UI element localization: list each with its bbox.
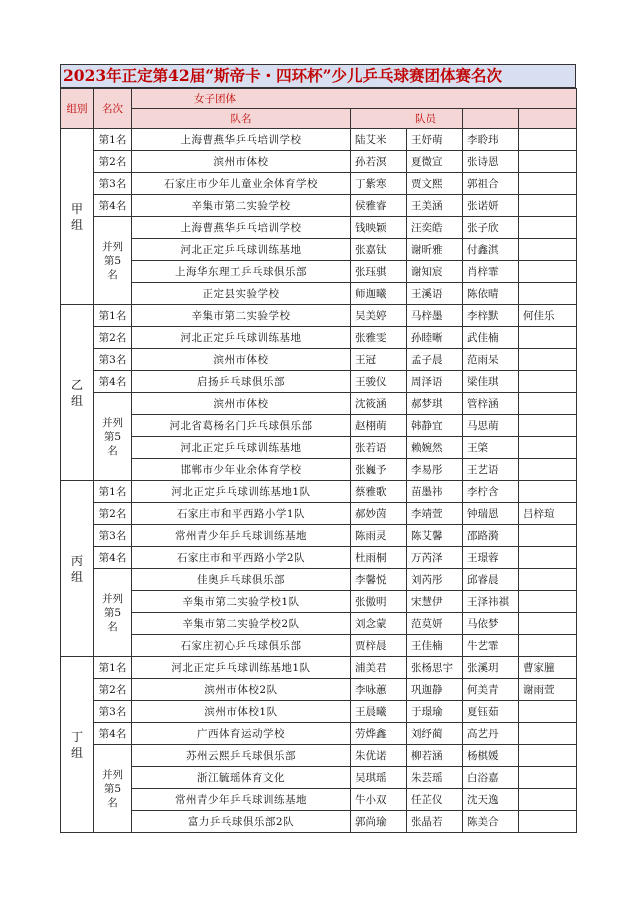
- player-cell: [519, 261, 577, 283]
- player-cell: 朱芸瑶: [407, 767, 463, 789]
- player-cell: [519, 525, 577, 547]
- player-cell: 师迦曦: [351, 283, 407, 305]
- player-cell: [519, 459, 577, 481]
- player-cell: 钱映颖: [351, 217, 407, 239]
- player-cell: 刘纾蔺: [407, 723, 463, 745]
- player-cell: 王妤萌: [407, 129, 463, 151]
- team-name-cell: 河北正定乒乓球训练基地: [132, 239, 351, 261]
- table-row: [61, 679, 577, 701]
- team-name-cell: 辛集市第二实验学校: [132, 305, 351, 327]
- player-cell: 张珏骐: [351, 261, 407, 283]
- table-row: [61, 547, 577, 569]
- results-table: [60, 88, 577, 833]
- player-cell: [519, 547, 577, 569]
- table-row: [61, 723, 577, 745]
- player-cell: 钟瑞恩: [463, 503, 519, 525]
- rank-cell: 第2名: [94, 151, 132, 173]
- player-cell: [519, 591, 577, 613]
- table-row: [61, 151, 577, 173]
- player-cell: 王泽祎祺: [463, 591, 519, 613]
- player-cell: 李梓默: [463, 305, 519, 327]
- team-name-cell: 河北正定乒乓球训练基地: [132, 327, 351, 349]
- team-name-cell: 辛集市第二实验学校1队: [132, 591, 351, 613]
- table-row: [61, 217, 577, 239]
- player-cell: 武佳楠: [463, 327, 519, 349]
- table-row: [61, 327, 577, 349]
- team-name-cell: 浙江毓瑶体育文化: [132, 767, 351, 789]
- player-cell: 郝梦琪: [407, 393, 463, 415]
- team-name-cell: 苏州云熙乒乓球俱乐部: [132, 745, 351, 767]
- player-cell: 陈依晴: [463, 283, 519, 305]
- rank-cell: 第2名: [94, 327, 132, 349]
- table-row: [61, 811, 577, 833]
- player-cell: 朱优诺: [351, 745, 407, 767]
- player-cell: 侯雅睿: [351, 195, 407, 217]
- player-cell: [519, 745, 577, 767]
- team-name-cell: 正定县实验学校: [132, 283, 351, 305]
- table-row: [61, 569, 577, 591]
- player-cell: 谢雨萱: [519, 679, 577, 701]
- player-cell: 赵栩萌: [351, 415, 407, 437]
- player-cell: [519, 129, 577, 151]
- team-name-cell: 佳奥乒乓球俱乐部: [132, 569, 351, 591]
- table-row: [61, 503, 577, 525]
- members-blank-header: [463, 109, 519, 129]
- player-cell: [519, 437, 577, 459]
- player-cell: 张嘉钛: [351, 239, 407, 261]
- player-cell: 万芮泽: [407, 547, 463, 569]
- team-name-cell: 河北正定乒乓球训练基地: [132, 437, 351, 459]
- team-name-cell: 石家庄市和平西路小学1队: [132, 503, 351, 525]
- player-cell: 王艺语: [463, 459, 519, 481]
- rank-cell: 第4名: [94, 723, 132, 745]
- player-cell: 任芷仪: [407, 789, 463, 811]
- team-name-cell: 广西体育运动学校: [132, 723, 351, 745]
- player-cell: 浦美君: [351, 657, 407, 679]
- table-row: [61, 349, 577, 371]
- team-name-cell: 辛集市第二实验学校2队: [132, 613, 351, 635]
- player-cell: 张若语: [351, 437, 407, 459]
- group-label-text: 甲组: [71, 201, 84, 232]
- team-name-cell: 滨州市体校: [132, 393, 351, 415]
- player-cell: 陆艾米: [351, 129, 407, 151]
- team-name-cell: 富力乒乓球俱乐部2队: [132, 811, 351, 833]
- player-cell: [519, 283, 577, 305]
- rank-cell: 第3名: [94, 701, 132, 723]
- player-cell: [519, 811, 577, 833]
- player-cell: 何佳乐: [519, 305, 577, 327]
- team-name-cell: 启扬乒乓球俱乐部: [132, 371, 351, 393]
- player-cell: 张杨思宇: [407, 657, 463, 679]
- player-cell: 孙睦晰: [407, 327, 463, 349]
- player-cell: 谢昕雅: [407, 239, 463, 261]
- team-name-cell: 常州青少年乒乓球训练基地: [132, 525, 351, 547]
- player-cell: 周泽语: [407, 371, 463, 393]
- player-cell: [519, 393, 577, 415]
- table-row: [61, 635, 577, 657]
- table-row: [61, 129, 577, 151]
- table-row: [61, 657, 577, 679]
- category-header: 女子团体: [132, 89, 577, 109]
- player-cell: 李咏蕙: [351, 679, 407, 701]
- player-cell: 张傲明: [351, 591, 407, 613]
- rank-cell: 第4名: [94, 371, 132, 393]
- player-cell: [519, 415, 577, 437]
- table-row: [61, 481, 577, 503]
- player-cell: 牛艺霏: [463, 635, 519, 657]
- player-cell: 丁紫寒: [351, 173, 407, 195]
- player-cell: 夏微宣: [407, 151, 463, 173]
- rank-cell: 第1名: [94, 481, 132, 503]
- team-name-cell: 上海曹燕华乒乓培训学校: [132, 129, 351, 151]
- table-row: [61, 613, 577, 635]
- group-label: [61, 657, 94, 833]
- team-name-cell: 河北正定乒乓球训练基地1队: [132, 481, 351, 503]
- player-cell: 李易彤: [407, 459, 463, 481]
- table-row: [61, 437, 577, 459]
- player-cell: [519, 701, 577, 723]
- team-name-cell: 河北省葛杨名门乒乓球俱乐部: [132, 415, 351, 437]
- player-cell: 苗墨祎: [407, 481, 463, 503]
- player-cell: 吕梓瑄: [519, 503, 577, 525]
- player-cell: 郭尚瑜: [351, 811, 407, 833]
- player-cell: 柳若涵: [407, 745, 463, 767]
- player-cell: [519, 767, 577, 789]
- player-cell: 汪奕皓: [407, 217, 463, 239]
- player-cell: 李柠含: [463, 481, 519, 503]
- player-cell: 曹家朣: [519, 657, 577, 679]
- player-cell: 梁佳琪: [463, 371, 519, 393]
- player-cell: 夏钰茹: [463, 701, 519, 723]
- group-label: [61, 305, 94, 481]
- player-cell: 张雅雯: [351, 327, 407, 349]
- player-cell: 范雨呆: [463, 349, 519, 371]
- player-cell: 陈艾馨: [407, 525, 463, 547]
- player-cell: 吴美婷: [351, 305, 407, 327]
- player-cell: 刘念蒙: [351, 613, 407, 635]
- player-cell: 孙若溟: [351, 151, 407, 173]
- rank-cell: 第1名: [94, 129, 132, 151]
- player-cell: 张子欣: [463, 217, 519, 239]
- table-row: [61, 305, 577, 327]
- player-cell: [519, 195, 577, 217]
- group-label: [61, 481, 94, 657]
- player-cell: 贾文熙: [407, 173, 463, 195]
- player-cell: [519, 723, 577, 745]
- tied-rank-cell: 并列第5名: [94, 569, 132, 657]
- player-cell: 范莫妍: [407, 613, 463, 635]
- table-row: [61, 701, 577, 723]
- player-cell: 于璟瑜: [407, 701, 463, 723]
- player-cell: 李聆玮: [463, 129, 519, 151]
- player-cell: 巩迦静: [407, 679, 463, 701]
- table-row: [61, 459, 577, 481]
- player-cell: 邵路漪: [463, 525, 519, 547]
- results-sheet: [60, 64, 576, 850]
- team-name-cell: 滨州市体校: [132, 349, 351, 371]
- player-cell: 蔡雅歌: [351, 481, 407, 503]
- table-row: [61, 393, 577, 415]
- team-name-cell: 河北正定乒乓球训练基地1队: [132, 657, 351, 679]
- player-cell: 高艺丹: [463, 723, 519, 745]
- rank-cell: 第4名: [94, 195, 132, 217]
- player-cell: [519, 613, 577, 635]
- player-cell: 杨棋媛: [463, 745, 519, 767]
- player-cell: 李靖萱: [407, 503, 463, 525]
- table-row: [61, 745, 577, 767]
- team-name-cell: 石家庄市和平西路小学2队: [132, 547, 351, 569]
- table-row: [61, 789, 577, 811]
- player-cell: 陈雨灵: [351, 525, 407, 547]
- player-cell: [519, 635, 577, 657]
- player-cell: 沈天逸: [463, 789, 519, 811]
- table-row: [61, 415, 577, 437]
- team-name-cell: 常州青少年乒乓球训练基地: [132, 789, 351, 811]
- player-cell: 李馨悦: [351, 569, 407, 591]
- team-name-cell: 上海华东理工乒乓球俱乐部: [132, 261, 351, 283]
- player-cell: 郭祖合: [463, 173, 519, 195]
- player-cell: 陈美合: [463, 811, 519, 833]
- player-cell: 宋慧伊: [407, 591, 463, 613]
- team-name-cell: 滨州市体校2队: [132, 679, 351, 701]
- player-cell: [519, 481, 577, 503]
- player-cell: 沈筱涵: [351, 393, 407, 415]
- player-cell: [519, 239, 577, 261]
- player-cell: 邱睿晨: [463, 569, 519, 591]
- rank-column-header: 名次: [94, 89, 132, 129]
- player-cell: 杜雨桐: [351, 547, 407, 569]
- table-row: [61, 195, 577, 217]
- sheet-title: 2023年正定第42届“斯帝卡・四环杯”少儿乒乓球赛团体赛名次: [60, 64, 576, 88]
- player-cell: 郝妙茵: [351, 503, 407, 525]
- player-cell: [519, 173, 577, 195]
- player-cell: [519, 349, 577, 371]
- player-cell: 刘芮彤: [407, 569, 463, 591]
- player-cell: 王棨: [463, 437, 519, 459]
- player-cell: 牛小双: [351, 789, 407, 811]
- player-cell: 王晨曦: [351, 701, 407, 723]
- player-cell: [519, 217, 577, 239]
- player-cell: 张晶若: [407, 811, 463, 833]
- player-cell: [519, 371, 577, 393]
- player-cell: 马依梦: [463, 613, 519, 635]
- player-cell: 王溪语: [407, 283, 463, 305]
- player-cell: 王冠: [351, 349, 407, 371]
- team-name-cell: 滨州市体校: [132, 151, 351, 173]
- table-row: [61, 283, 577, 305]
- tied-rank-cell: 并列第5名: [94, 745, 132, 833]
- player-cell: 王璟蓉: [463, 547, 519, 569]
- player-cell: 吴琪瑶: [351, 767, 407, 789]
- player-cell: 何美青: [463, 679, 519, 701]
- player-cell: 谢知宸: [407, 261, 463, 283]
- tied-rank-cell: 并列第5名: [94, 217, 132, 305]
- table-row: [61, 173, 577, 195]
- player-cell: [519, 789, 577, 811]
- player-cell: 张诗恩: [463, 151, 519, 173]
- table-row: [61, 591, 577, 613]
- tied-rank-cell: 并列第5名: [94, 393, 132, 481]
- player-cell: 孟子晨: [407, 349, 463, 371]
- player-cell: 王美涵: [407, 195, 463, 217]
- table-row: [61, 261, 577, 283]
- rank-cell: 第3名: [94, 173, 132, 195]
- team-name-cell: 辛集市第二实验学校: [132, 195, 351, 217]
- members-column-header: 队员: [351, 109, 463, 129]
- header-row: [61, 89, 577, 109]
- team-name-cell: 石家庄市少年儿童业余体育学校: [132, 173, 351, 195]
- group-column-header: 组别: [61, 89, 94, 129]
- player-cell: [519, 569, 577, 591]
- rank-cell: 第4名: [94, 547, 132, 569]
- rank-cell: 第2名: [94, 679, 132, 701]
- rank-cell: 第1名: [94, 305, 132, 327]
- rank-cell: 第2名: [94, 503, 132, 525]
- table-row: [61, 525, 577, 547]
- team-column-header: 队名: [132, 109, 351, 129]
- table-row: [61, 371, 577, 393]
- group-label-text: 丁组: [71, 729, 84, 760]
- members-blank-header-2: [519, 109, 577, 129]
- subheader-row: [61, 109, 577, 129]
- player-cell: 张溪玥: [463, 657, 519, 679]
- rank-cell: 第3名: [94, 349, 132, 371]
- player-cell: 王骏仪: [351, 371, 407, 393]
- player-cell: 肖梓霏: [463, 261, 519, 283]
- table-row: [61, 767, 577, 789]
- player-cell: 王佳楠: [407, 635, 463, 657]
- team-name-cell: 滨州市体校1队: [132, 701, 351, 723]
- player-cell: 劳烨鑫: [351, 723, 407, 745]
- player-cell: 管梓涵: [463, 393, 519, 415]
- team-name-cell: 上海曹燕华乒乓培训学校: [132, 217, 351, 239]
- player-cell: 白浴嘉: [463, 767, 519, 789]
- player-cell: 付鑫淇: [463, 239, 519, 261]
- team-name-cell: 邯郸市少年业余体育学校: [132, 459, 351, 481]
- player-cell: 马思萌: [463, 415, 519, 437]
- player-cell: [519, 151, 577, 173]
- rank-cell: 第1名: [94, 657, 132, 679]
- player-cell: [519, 327, 577, 349]
- player-cell: 张诺妍: [463, 195, 519, 217]
- group-label: [61, 129, 94, 305]
- player-cell: 张巍予: [351, 459, 407, 481]
- group-label-text: 乙组: [71, 377, 84, 408]
- table-row: [61, 239, 577, 261]
- team-name-cell: 石家庄初心乒乓球俱乐部: [132, 635, 351, 657]
- player-cell: 贾梓晨: [351, 635, 407, 657]
- rank-cell: 第3名: [94, 525, 132, 547]
- group-label-text: 丙组: [71, 553, 84, 584]
- player-cell: 马梓墨: [407, 305, 463, 327]
- player-cell: 赖婉然: [407, 437, 463, 459]
- player-cell: 韩静宜: [407, 415, 463, 437]
